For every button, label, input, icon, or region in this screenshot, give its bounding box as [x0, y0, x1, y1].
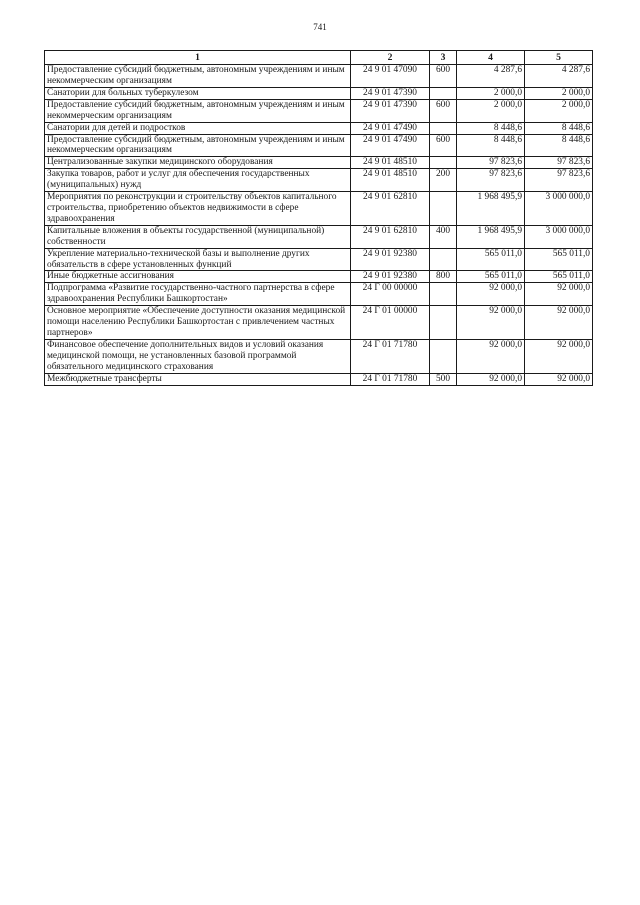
- row-code-cell: 24 Г 00 00000: [351, 283, 430, 306]
- row-value5-cell: 92 000,0: [525, 283, 593, 306]
- row-value4-cell: 565 011,0: [457, 248, 525, 271]
- row-type-cell: [430, 306, 457, 340]
- row-name-cell: Предоставление субсидий бюджетным, автономным учреждениям и иным некоммерческим организациям: [45, 65, 351, 88]
- table-row: [45, 87, 593, 99]
- row-value4-cell: 97 823,6: [457, 157, 525, 169]
- row-code-cell: 24 Г 01 71780: [351, 373, 430, 385]
- row-value4-cell: 97 823,6: [457, 169, 525, 192]
- row-type-cell: 500: [430, 373, 457, 385]
- row-value5-cell: 8 448,6: [525, 134, 593, 157]
- row-code-cell: 24 9 01 47390: [351, 87, 430, 99]
- header-col-2: 2: [351, 51, 430, 65]
- row-value5-cell: 92 000,0: [525, 306, 593, 340]
- header-col-3: 3: [430, 51, 457, 65]
- row-code-cell: 24 9 01 62810: [351, 192, 430, 226]
- table-row: [45, 157, 593, 169]
- row-code-cell: 24 9 01 48510: [351, 169, 430, 192]
- table-row: [45, 122, 593, 134]
- table-row: [45, 225, 593, 248]
- row-type-cell: [430, 192, 457, 226]
- row-value5-cell: 97 823,6: [525, 157, 593, 169]
- row-type-cell: [430, 339, 457, 373]
- budget-table: [44, 50, 593, 386]
- row-name-cell: Мероприятия по реконструкции и строительству объектов капитального строительства, приобретению объектов недвижимости в сфере здравоохранения: [45, 192, 351, 226]
- header-col-5: 5: [525, 51, 593, 65]
- row-name-cell: Подпрограмма «Развитие государственно-частного партнерства в сфере здравоохранения Республики Башкортостан»: [45, 283, 351, 306]
- table-row: [45, 248, 593, 271]
- row-value5-cell: 8 448,6: [525, 122, 593, 134]
- row-code-cell: 24 Г 01 71780: [351, 339, 430, 373]
- row-code-cell: 24 Г 01 00000: [351, 306, 430, 340]
- row-value5-cell: 565 011,0: [525, 248, 593, 271]
- row-type-cell: 400: [430, 225, 457, 248]
- row-value5-cell: 92 000,0: [525, 373, 593, 385]
- table-row: [45, 283, 593, 306]
- row-type-cell: 800: [430, 271, 457, 283]
- table-row: [45, 134, 593, 157]
- row-name-cell: Капитальные вложения в объекты государственной (муниципальной) собственности: [45, 225, 351, 248]
- row-type-cell: [430, 157, 457, 169]
- row-type-cell: [430, 87, 457, 99]
- table-row: [45, 192, 593, 226]
- row-value5-cell: 2 000,0: [525, 99, 593, 122]
- row-value4-cell: 2 000,0: [457, 99, 525, 122]
- page-number: 741: [313, 22, 327, 32]
- table-row: [45, 306, 593, 340]
- row-type-cell: [430, 248, 457, 271]
- row-name-cell: Санатории для больных туберкулезом: [45, 87, 351, 99]
- row-code-cell: 24 9 01 47090: [351, 65, 430, 88]
- table-row: [45, 65, 593, 88]
- row-type-cell: 600: [430, 99, 457, 122]
- row-code-cell: 24 9 01 62810: [351, 225, 430, 248]
- table-row: [45, 169, 593, 192]
- row-type-cell: [430, 283, 457, 306]
- row-code-cell: 24 9 01 92380: [351, 248, 430, 271]
- row-value5-cell: 3 000 000,0: [525, 225, 593, 248]
- row-value4-cell: 1 968 495,9: [457, 225, 525, 248]
- row-value5-cell: 565 011,0: [525, 271, 593, 283]
- row-value5-cell: 3 000 000,0: [525, 192, 593, 226]
- row-value4-cell: 92 000,0: [457, 306, 525, 340]
- row-name-cell: Закупка товаров, работ и услуг для обеспечения государственных (муниципальных) нужд: [45, 169, 351, 192]
- row-value5-cell: 2 000,0: [525, 87, 593, 99]
- row-value4-cell: 92 000,0: [457, 283, 525, 306]
- table-row: [45, 271, 593, 283]
- header-col-4: 4: [457, 51, 525, 65]
- header-col-1: 1: [45, 51, 351, 65]
- row-type-cell: 200: [430, 169, 457, 192]
- row-name-cell: Предоставление субсидий бюджетным, автономным учреждениям и иным некоммерческим организациям: [45, 134, 351, 157]
- row-name-cell: Межбюджетные трансферты: [45, 373, 351, 385]
- header-row: [45, 51, 593, 65]
- row-value4-cell: 1 968 495,9: [457, 192, 525, 226]
- table-row: [45, 373, 593, 385]
- row-value5-cell: 92 000,0: [525, 339, 593, 373]
- row-type-cell: 600: [430, 134, 457, 157]
- row-name-cell: Иные бюджетные ассигнования: [45, 271, 351, 283]
- row-code-cell: 24 9 01 92380: [351, 271, 430, 283]
- table-body: [45, 65, 593, 385]
- table-row: [45, 339, 593, 373]
- row-value4-cell: 92 000,0: [457, 373, 525, 385]
- row-value5-cell: 97 823,6: [525, 169, 593, 192]
- row-name-cell: Укрепление материально-технической базы и выполнение других обязательств в сфере установленных функций: [45, 248, 351, 271]
- row-value4-cell: 8 448,6: [457, 134, 525, 157]
- row-value4-cell: 8 448,6: [457, 122, 525, 134]
- row-value4-cell: 92 000,0: [457, 339, 525, 373]
- row-code-cell: 24 9 01 47490: [351, 134, 430, 157]
- row-type-cell: [430, 122, 457, 134]
- row-code-cell: 24 9 01 47490: [351, 122, 430, 134]
- row-name-cell: Финансовое обеспечение дополнительных видов и условий оказания медицинской помощи, не установленных базовой программой обязательного медицинского страхования: [45, 339, 351, 373]
- row-code-cell: 24 9 01 47390: [351, 99, 430, 122]
- row-name-cell: Централизованные закупки медицинского оборудования: [45, 157, 351, 169]
- row-code-cell: 24 9 01 48510: [351, 157, 430, 169]
- row-name-cell: Санатории для детей и подростков: [45, 122, 351, 134]
- row-name-cell: Основное мероприятие «Обеспечение доступности оказания медицинской помощи населению Республики Башкортостан с привлечением частных партнеров»: [45, 306, 351, 340]
- row-value4-cell: 2 000,0: [457, 87, 525, 99]
- row-value5-cell: 4 287,6: [525, 65, 593, 88]
- row-value4-cell: 4 287,6: [457, 65, 525, 88]
- table-row: [45, 99, 593, 122]
- row-name-cell: Предоставление субсидий бюджетным, автономным учреждениям и иным некоммерческим организациям: [45, 99, 351, 122]
- row-type-cell: 600: [430, 65, 457, 88]
- row-value4-cell: 565 011,0: [457, 271, 525, 283]
